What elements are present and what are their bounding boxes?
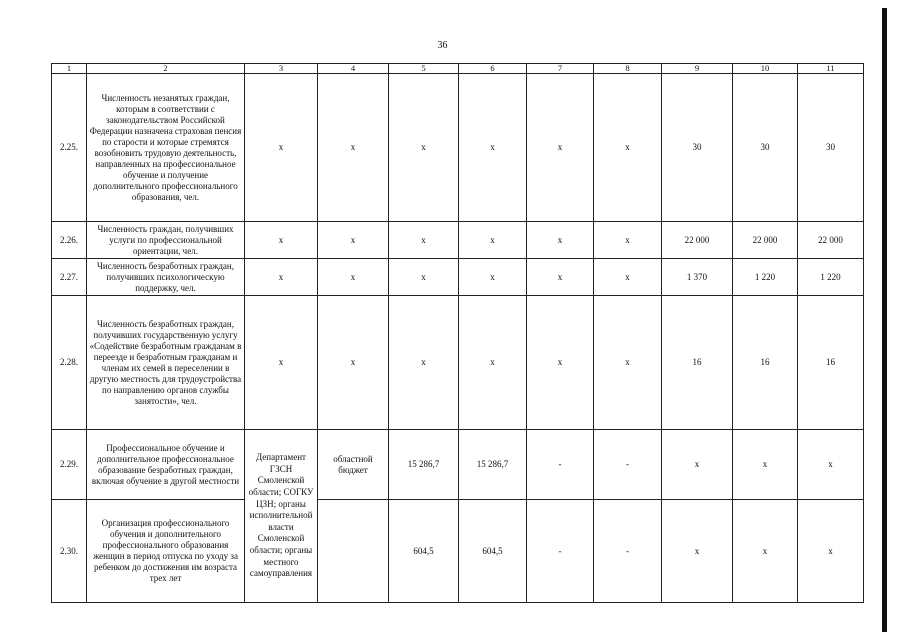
cell-col9: 16 [662,296,733,430]
cell-col7: х [527,74,594,222]
row-description: Организация профессионального обучения и дополнительного профессионального образования женщин в период отпуска по уходу за ребенком до достижения им возраста трех лет [87,500,245,603]
row-number: 2.27. [52,259,87,296]
table-row [52,74,864,222]
cell-col9: 30 [662,74,733,222]
table-row [52,296,864,430]
cell-source: х [318,74,389,222]
cell-executor: х [245,259,318,296]
header-cell: 5 [389,64,459,74]
program-table [51,63,864,603]
scan-edge-bar [882,8,887,632]
cell-col10: 16 [733,296,798,430]
cell-source: х [318,296,389,430]
row-number: 2.30. [52,500,87,603]
cell-col7: - [527,500,594,603]
executor-cell [245,430,318,603]
cell-col8: - [594,430,662,500]
funding-source-cell-empty [318,500,389,603]
cell-col5: 604,5 [389,500,459,603]
cell-col11: х [798,430,864,500]
cell-col7: х [527,296,594,430]
header-cell: 3 [245,64,318,74]
cell-executor: х [245,222,318,259]
header-row [52,64,864,74]
cell-col11: 16 [798,296,864,430]
cell-col10: 1 220 [733,259,798,296]
header-cell: 6 [459,64,527,74]
cell-col6: 15 286,7 [459,430,527,500]
header-cell: 9 [662,64,733,74]
cell-col11: 22 000 [798,222,864,259]
cell-executor: х [245,296,318,430]
cell-col8: х [594,74,662,222]
row-description: Численность граждан, получивших услуги по профессиональной ориентации, чел. [87,222,245,259]
cell-col6: х [459,222,527,259]
row-description: Профессиональное обучение и дополнительное профессиональное образование безработных граждан, включая обучение в другой местности [87,430,245,500]
cell-col5: 15 286,7 [389,430,459,500]
cell-col8: х [594,222,662,259]
row-number: 2.28. [52,296,87,430]
cell-col5: х [389,222,459,259]
executor-text: Департамент ГЗСН Смоленской области; СОГКУ ЦЗН; органы исполнительной власти Смоленской области; органы местного самоуправления [248,452,314,579]
cell-col5: х [389,74,459,222]
cell-col11: 1 220 [798,259,864,296]
row-description: Численность безработных граждан, получивших государственную услугу «Содействие безработным гражданам в переезде и безработным гражданам и членам их семей в переселении в другую местность для трудоустройства по направлению органов службы занятости», чел. [87,296,245,430]
cell-col6: 604,5 [459,500,527,603]
table-row [52,500,864,603]
cell-col9: х [662,500,733,603]
table-row [52,259,864,296]
cell-col7: х [527,222,594,259]
cell-col5: х [389,296,459,430]
cell-col6: х [459,74,527,222]
cell-source: х [318,259,389,296]
header-cell: 1 [52,64,87,74]
cell-col9: 1 370 [662,259,733,296]
funding-source-cell: областной бюджет [318,430,389,500]
header-cell: 2 [87,64,245,74]
cell-col7: - [527,430,594,500]
cell-col9: 22 000 [662,222,733,259]
table-row [52,222,864,259]
header-cell: 10 [733,64,798,74]
cell-col6: х [459,296,527,430]
row-number: 2.25. [52,74,87,222]
header-cell: 7 [527,64,594,74]
cell-col11: 30 [798,74,864,222]
header-cell: 8 [594,64,662,74]
row-description: Численность безработных граждан, получивших психологическую поддержку, чел. [87,259,245,296]
page-number: 36 [437,40,448,51]
cell-col11: х [798,500,864,603]
row-description: Численность незанятых граждан, которым в соответствии с законодательством Российской Федерации назначена страховая пенсия по старости и которые стремятся возобновить трудовую деятельность, направленных на профессиональное обучение и получение дополнительного профессионального образования, чел. [87,74,245,222]
table-row [52,430,864,500]
cell-col8: - [594,500,662,603]
cell-col6: х [459,259,527,296]
cell-source: х [318,222,389,259]
cell-executor: х [245,74,318,222]
header-cell: 11 [798,64,864,74]
cell-col10: х [733,500,798,603]
row-number: 2.29. [52,430,87,500]
cell-col10: 22 000 [733,222,798,259]
cell-col10: х [733,430,798,500]
cell-col10: 30 [733,74,798,222]
header-cell: 4 [318,64,389,74]
cell-col8: х [594,296,662,430]
row-number: 2.26. [52,222,87,259]
cell-col9: х [662,430,733,500]
cell-col7: х [527,259,594,296]
cell-col5: х [389,259,459,296]
cell-col8: х [594,259,662,296]
